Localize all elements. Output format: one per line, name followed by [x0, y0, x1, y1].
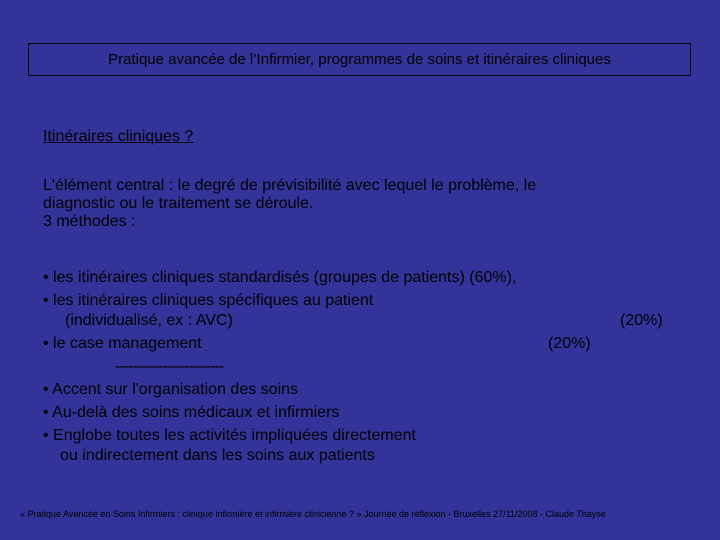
- method-case-management: [43, 332, 693, 355]
- section-heading: Itinéraires cliniques ?: [43, 128, 194, 145]
- intro-paragraph: [43, 177, 683, 231]
- intro-line-1: L'élément central : le degré de prévisibilité avec lequel le problème, le: [43, 177, 537, 194]
- method-patient-specific-text: • les itinéraires cliniques spécifiques au patient: [43, 292, 374, 309]
- separator-line: [43, 355, 693, 378]
- intro-line-2: diagnostic ou le traitement se déroule.: [43, 195, 314, 212]
- method-patient-specific-percent: (20%): [620, 312, 663, 329]
- method-case-management-text: • le case management: [43, 335, 202, 352]
- method-standardised-text: • les itinéraires cliniques standardisés (groupes de patients) (60%),: [43, 269, 517, 286]
- point-organisation-text: • Accent sur l'organisation des soins: [43, 381, 299, 398]
- point-beyond-care-text: • Au-delà des soins médicaux et infirmiers: [43, 404, 340, 421]
- method-patient-specific-detail-text: (individualisé, ex : AVC): [65, 312, 233, 329]
- bullet-list: [43, 266, 693, 467]
- intro-line-3: 3 méthodes :: [43, 213, 136, 230]
- slide-title-box: [28, 43, 691, 76]
- point-beyond-care: [43, 401, 693, 424]
- method-standardised: [43, 266, 693, 289]
- point-all-activities-text: • Englobe toutes les activités impliquées directement: [43, 427, 416, 444]
- separator-dashes: -------------------------: [115, 358, 224, 375]
- slide-title: Pratique avancée de l’Infirmier, programmes de soins et itinéraires cliniques: [108, 51, 611, 68]
- method-case-management-percent: (20%): [548, 335, 591, 352]
- point-organisation: [43, 378, 693, 401]
- point-all-activities-continued: [43, 444, 693, 467]
- slide-footer: « Pratique Avancée en Soins Infirmiers : clinique infirmière et infirmière clinicienne ? » Journée de réflexion - Bruxelles 27/11/2008 - Claude Thayse: [20, 509, 606, 519]
- method-patient-specific-detail: [43, 309, 693, 332]
- point-all-activities: [43, 424, 693, 444]
- point-all-activities-continued-text: ou indirectement dans les soins aux patients: [60, 447, 375, 464]
- method-patient-specific: [43, 289, 693, 309]
